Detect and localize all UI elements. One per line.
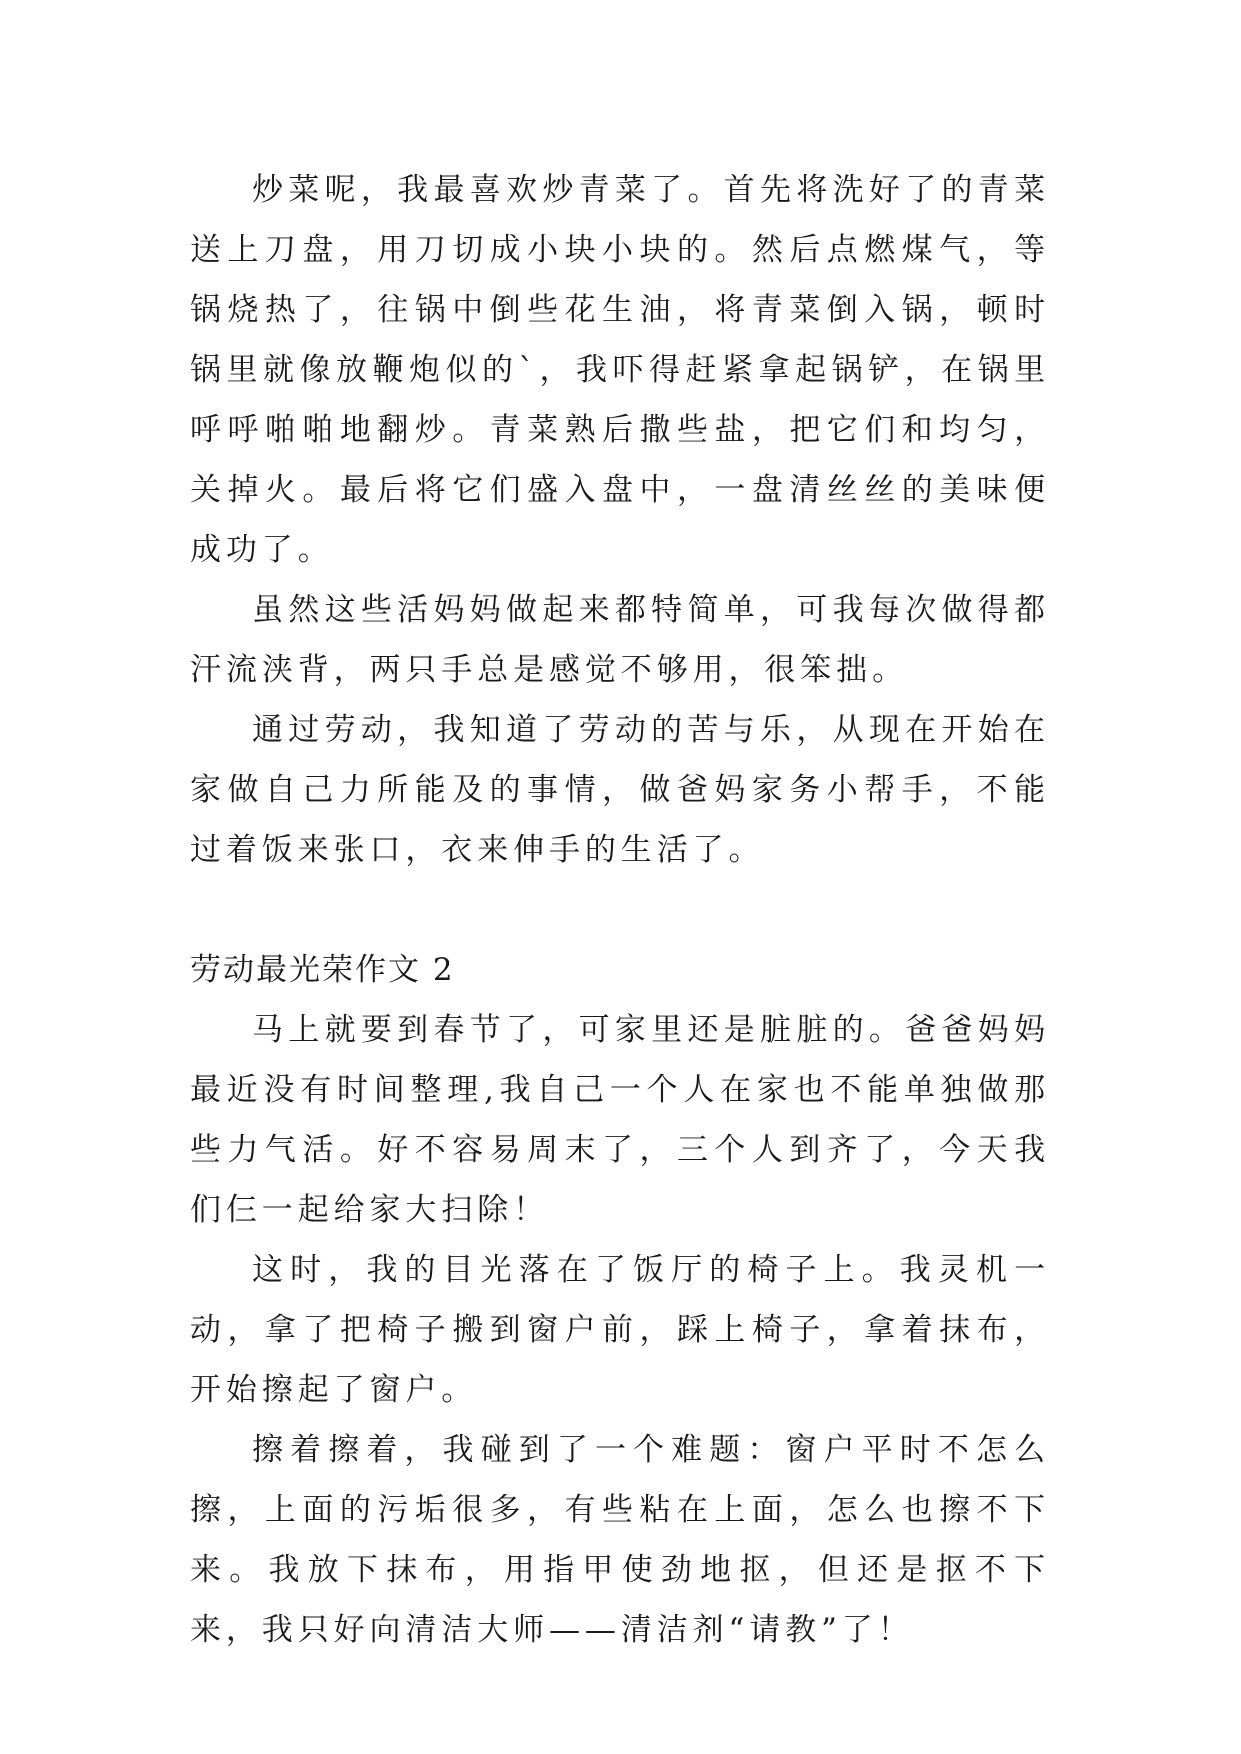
paragraph-mom-easy: 虽然这些活妈妈做起来都特简单，可我每次做得都汗流浃背，两只手总是感觉不够用，很笨拙。	[190, 592, 1050, 688]
document-body	[190, 160, 1050, 1660]
paragraph-spring-festival: 马上就要到春节了，可家里还是脏脏的。爸爸妈妈最近没有时间整理,我自己一个人在家也不能单独做那些力气活。好不容易周末了，三个人到齐了，今天我们仨一起给家大扫除！	[190, 1012, 1050, 1228]
section-title: 劳动最光荣作文 2	[190, 952, 455, 988]
paragraph-window-chair: 这时，我的目光落在了饭厅的椅子上。我灵机一动，拿了把椅子搬到窗户前，踩上椅子，拿着抹布，开始擦起了窗户。	[190, 1252, 1050, 1408]
paragraph-window-dirt: 擦着擦着，我碰到了一个难题：窗户平时不怎么擦，上面的污垢很多，有些粘在上面，怎么也擦不下来。我放下抹布，用指甲使劲地抠，但还是抠不下来，我只好向清洁大师——清洁剂“请教”了！	[190, 1432, 1050, 1648]
paragraph-stir-fry: 炒菜呢，我最喜欢炒青菜了。首先将洗好了的青菜送上刀盘，用刀切成小块小块的。然后点燃煤气，等锅烧热了，往锅中倒些花生油，将青菜倒入锅，顿时锅里就像放鞭炮似的`，我吓得赶紧拿起锅铲，在锅里呼呼啪啪地翻炒。青菜熟后撒些盐，把它们和均匀，关掉火。最后将它们盛入盘中，一盘清丝丝的美味便成功了。	[190, 172, 1050, 568]
paragraph-labor-lesson: 通过劳动，我知道了劳动的苦与乐，从现在开始在家做自己力所能及的事情，做爸妈家务小帮手，不能过着饭来张口，衣来伸手的生活了。	[190, 712, 1050, 868]
